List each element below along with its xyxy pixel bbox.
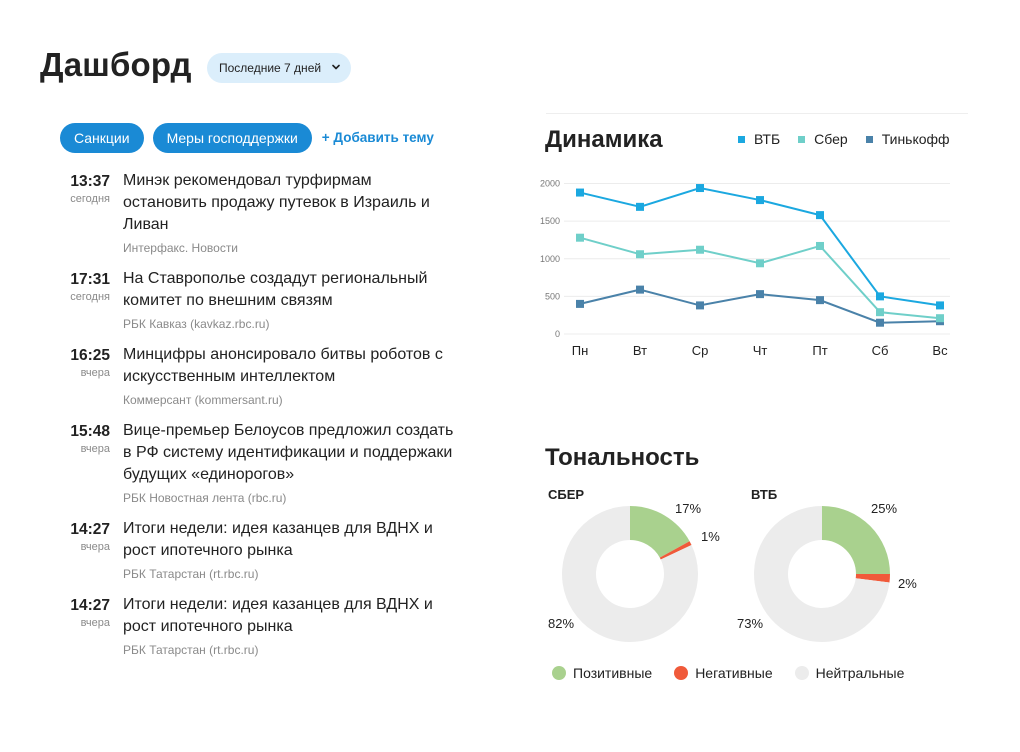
news-source: РБК Татарстан (rt.rbc.ru) bbox=[123, 643, 259, 657]
data-point bbox=[636, 203, 644, 211]
pct-neutral: 82% bbox=[548, 616, 575, 631]
tonality-legend bbox=[552, 665, 926, 681]
dynamics-legend bbox=[738, 131, 968, 147]
news-source: Коммерсант (kommersant.ru) bbox=[123, 393, 283, 407]
news-headline: Вице-премьер Белоусов предложил создать в РФ систему идентификации и поддержаки будущих «единорогов» bbox=[123, 422, 454, 483]
section-divider bbox=[546, 113, 968, 114]
news-day: сегодня bbox=[70, 193, 110, 205]
legend-item-negative bbox=[674, 665, 772, 681]
series-line bbox=[580, 188, 940, 305]
legend-item-neutral bbox=[795, 665, 905, 681]
news-item[interactable] bbox=[56, 594, 456, 658]
data-point bbox=[576, 234, 584, 242]
tag-sanctions[interactable]: Санкции bbox=[60, 123, 144, 153]
news-timestamp bbox=[56, 346, 110, 380]
news-timestamp bbox=[56, 270, 110, 304]
pct-neutral: 73% bbox=[737, 616, 764, 631]
news-source: РБК Новостная лента (rbc.ru) bbox=[123, 491, 287, 505]
tag-state-support[interactable]: Меры господдержки bbox=[153, 123, 312, 153]
data-point bbox=[696, 184, 704, 192]
news-timestamp bbox=[56, 422, 110, 456]
chevron-down-icon bbox=[332, 63, 340, 71]
pct-negative: 2% bbox=[898, 576, 917, 591]
news-headline: Минцифры анонсировало битвы роботов с искусственным интеллектом bbox=[123, 346, 443, 385]
legend-swatch bbox=[866, 136, 873, 143]
news-day: вчера bbox=[80, 443, 110, 455]
pct-negative: 1% bbox=[701, 529, 720, 544]
legend-dot bbox=[552, 666, 566, 680]
news-headline: Итоги недели: идея казанцев для ВДНХ и рост ипотечного рынка bbox=[123, 596, 433, 635]
news-source: РБК Кавказ (kavkaz.rbc.ru) bbox=[123, 317, 270, 331]
dynamics-title: Динамика bbox=[545, 126, 663, 153]
legend-swatch bbox=[798, 136, 805, 143]
data-point bbox=[936, 314, 944, 322]
series-line bbox=[580, 238, 940, 319]
donut-title-sber: СБЕР bbox=[548, 487, 585, 502]
data-point bbox=[876, 319, 884, 327]
legend-item-tinkoff bbox=[866, 131, 950, 147]
x-tick-label: Ср bbox=[691, 343, 709, 358]
legend-dot bbox=[795, 666, 809, 680]
x-tick-label: Сб bbox=[871, 343, 889, 358]
legend-label: Сбер bbox=[814, 131, 848, 147]
legend-dot bbox=[674, 666, 688, 680]
y-tick-label: 1500 bbox=[539, 216, 560, 227]
legend-item-sber bbox=[798, 131, 848, 147]
legend-label: Тинькофф bbox=[881, 131, 950, 147]
news-time: 13:37 bbox=[70, 173, 110, 190]
add-topic-link[interactable]: + Добавить тему bbox=[321, 129, 434, 145]
news-time: 15:48 bbox=[70, 423, 110, 440]
data-point bbox=[696, 301, 704, 309]
news-time: 14:27 bbox=[70, 521, 110, 538]
y-tick-label: 500 bbox=[544, 291, 560, 302]
x-tick-label: Чт bbox=[752, 343, 768, 358]
donut-title-vtb: ВТБ bbox=[751, 487, 778, 502]
x-tick-label: Пт bbox=[812, 343, 828, 358]
legend-item-positive bbox=[552, 665, 652, 681]
news-headline: На Ставрополье создадут региональный комитет по внешним связям bbox=[123, 270, 428, 309]
news-item[interactable] bbox=[56, 420, 456, 506]
dynamics-line-chart bbox=[520, 170, 970, 370]
legend-swatch bbox=[738, 136, 745, 143]
tonality-title: Тональность bbox=[545, 444, 700, 471]
donut-slice bbox=[822, 506, 890, 574]
legend-label: Негативные bbox=[695, 665, 773, 681]
news-headline: Минэк рекомендовал турфирмам остановить продажу путевок в Израиль и Ливан bbox=[123, 172, 430, 233]
data-point bbox=[876, 308, 884, 316]
legend-label: Позитивные bbox=[573, 665, 653, 681]
x-tick-label: Пн bbox=[571, 343, 589, 358]
data-point bbox=[816, 296, 824, 304]
data-point bbox=[576, 189, 584, 197]
data-point bbox=[636, 286, 644, 294]
data-point bbox=[936, 301, 944, 309]
news-item[interactable] bbox=[56, 170, 456, 256]
y-tick-label: 2000 bbox=[539, 178, 560, 189]
period-label: Последние 7 дней bbox=[219, 61, 322, 75]
pct-positive: 17% bbox=[675, 501, 702, 516]
news-time: 16:25 bbox=[70, 347, 110, 364]
x-tick-label: Вс bbox=[932, 343, 948, 358]
x-tick-label: Вт bbox=[632, 343, 648, 358]
y-tick-label: 1000 bbox=[539, 253, 560, 264]
news-item[interactable] bbox=[56, 344, 456, 408]
legend-item-vtb bbox=[738, 131, 780, 147]
legend-label: Нейтральные bbox=[815, 665, 905, 681]
news-day: вчера bbox=[80, 617, 110, 629]
data-point bbox=[756, 290, 764, 298]
news-feed bbox=[56, 170, 456, 670]
data-point bbox=[576, 300, 584, 308]
data-point bbox=[636, 250, 644, 258]
pct-positive: 25% bbox=[871, 501, 898, 516]
news-timestamp bbox=[56, 172, 110, 206]
news-time: 17:31 bbox=[70, 271, 110, 288]
news-time: 14:27 bbox=[70, 597, 110, 614]
news-timestamp bbox=[56, 520, 110, 554]
news-item[interactable] bbox=[56, 268, 456, 332]
y-tick-label: 0 bbox=[554, 329, 560, 339]
period-dropdown[interactable] bbox=[207, 53, 351, 83]
sber-donut-chart bbox=[560, 504, 700, 644]
data-point bbox=[816, 242, 824, 250]
legend-label: ВТБ bbox=[754, 131, 781, 147]
news-source: Интерфакс. Новости bbox=[123, 241, 239, 255]
topic-tags bbox=[60, 123, 434, 153]
data-point bbox=[756, 196, 764, 204]
news-day: вчера bbox=[80, 541, 110, 553]
news-timestamp bbox=[56, 596, 110, 630]
news-source: РБК Татарстан (rt.rbc.ru) bbox=[123, 567, 259, 581]
news-item[interactable] bbox=[56, 518, 456, 582]
page-title: Дашборд bbox=[40, 46, 192, 83]
news-day: сегодня bbox=[70, 291, 110, 303]
data-point bbox=[696, 246, 704, 254]
data-point bbox=[756, 259, 764, 267]
news-headline: Итоги недели: идея казанцев для ВДНХ и рост ипотечного рынка bbox=[123, 520, 433, 559]
data-point bbox=[876, 292, 884, 300]
data-point bbox=[816, 211, 824, 219]
vtb-donut-chart bbox=[752, 504, 892, 644]
news-day: вчера bbox=[80, 367, 110, 379]
